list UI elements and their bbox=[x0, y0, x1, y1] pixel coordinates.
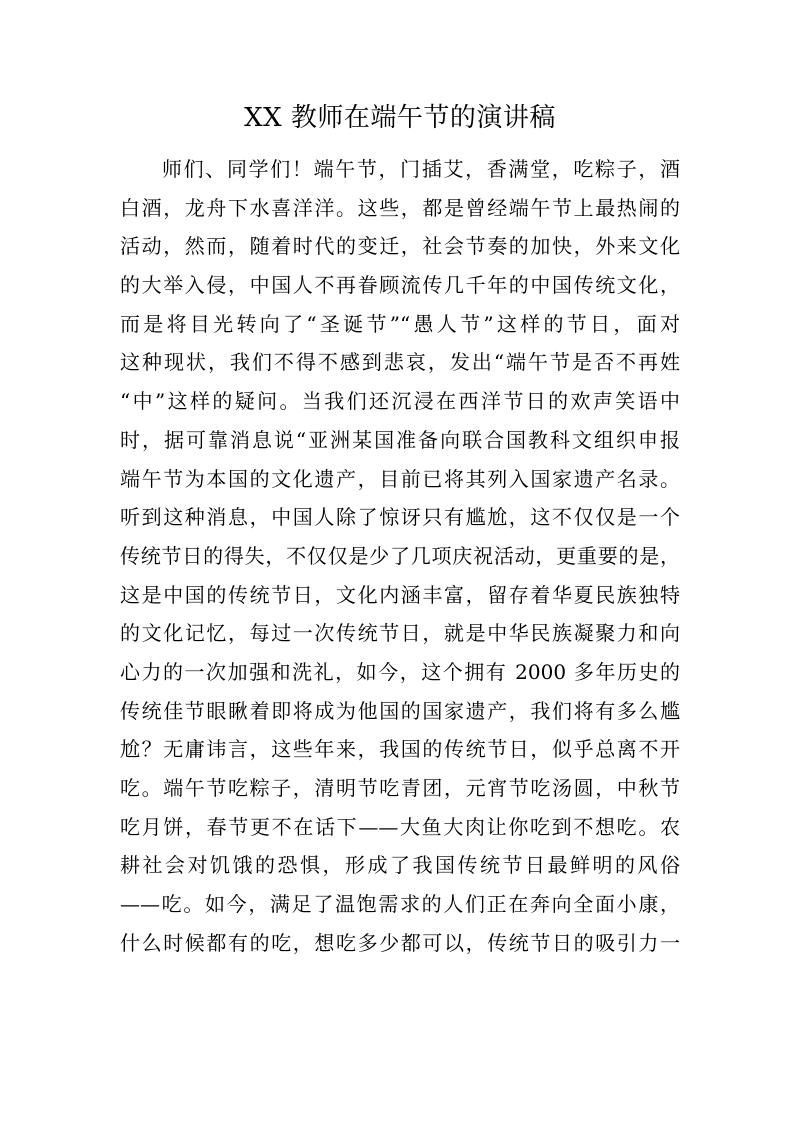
text-line: 传统节日的得失，不仅仅是少了几项庆祝活动，更重要的是， bbox=[120, 543, 680, 568]
text-line: 活动，然而，随着时代的变迁，社会节奏的加快，外来文化 bbox=[120, 234, 680, 259]
text-line: 的大举入侵，中国人不再眷顾流传几千年的中国传统文化， bbox=[120, 273, 680, 298]
text-line: ——吃。如今，满足了温饱需求的人们正在奔向全面小康， bbox=[120, 892, 680, 917]
text-line: 端午节为本国的文化遗产，目前已将其列入国家遗产名录。 bbox=[120, 466, 680, 491]
text-line: 这是中国的传统节日，文化内涵丰富，留存着华夏民族独特 bbox=[120, 582, 680, 607]
text-line: 吃。端午节吃粽子，清明节吃青团，元宵节吃汤圆，中秋节 bbox=[120, 776, 680, 800]
text-line: 这种现状，我们不得不感到悲哀，发出“端午节是否不再姓 bbox=[120, 350, 680, 375]
text-line: 什么时候都有的吃，想吃多少都可以，传统节日的吸引力一 bbox=[120, 930, 680, 955]
text-line: 心力的一次加强和洗礼，如今，这个拥有 2000 多年历史的 bbox=[120, 659, 680, 684]
text-line: 的文化记忆，每过一次传统节日，就是中华民族凝聚力和向 bbox=[120, 621, 680, 646]
text-line: 时，据可靠消息说“亚洲某国准备向联合国教科文组织申报 bbox=[120, 427, 680, 452]
text-line: “中”这样的疑问。当我们还沉浸在西洋节日的欢声笑语中 bbox=[120, 389, 680, 414]
document-body bbox=[120, 150, 680, 962]
text-line: 白酒，龙舟下水喜洋洋。这些，都是曾经端午节上最热闹的 bbox=[120, 195, 680, 220]
text-line: 吃月饼，春节更不在话下——大鱼大肉让你吃到不想吃。农 bbox=[120, 814, 680, 839]
text-line: 耕社会对饥饿的恐惧，形成了我国传统节日最鲜明的风俗 bbox=[120, 853, 680, 878]
text-line: 师们、同学们！端午节，门插艾，香满堂，吃粽子，酒 bbox=[162, 157, 680, 181]
text-line: 尬？无庸讳言，这些年来，我国的传统节日，似乎总离不开 bbox=[120, 737, 680, 762]
text-line: 传统佳节眼瞅着即将成为他国的国家遗产，我们将有多么尴 bbox=[120, 698, 680, 723]
document-title: XX 教师在端午节的演讲稿 bbox=[244, 103, 556, 133]
text-line: 而是将目光转向了“圣诞节”“愚人节”这样的节日，面对 bbox=[120, 311, 680, 336]
text-line: 听到这种消息，中国人除了惊讶只有尴尬，这不仅仅是一个 bbox=[120, 505, 680, 530]
